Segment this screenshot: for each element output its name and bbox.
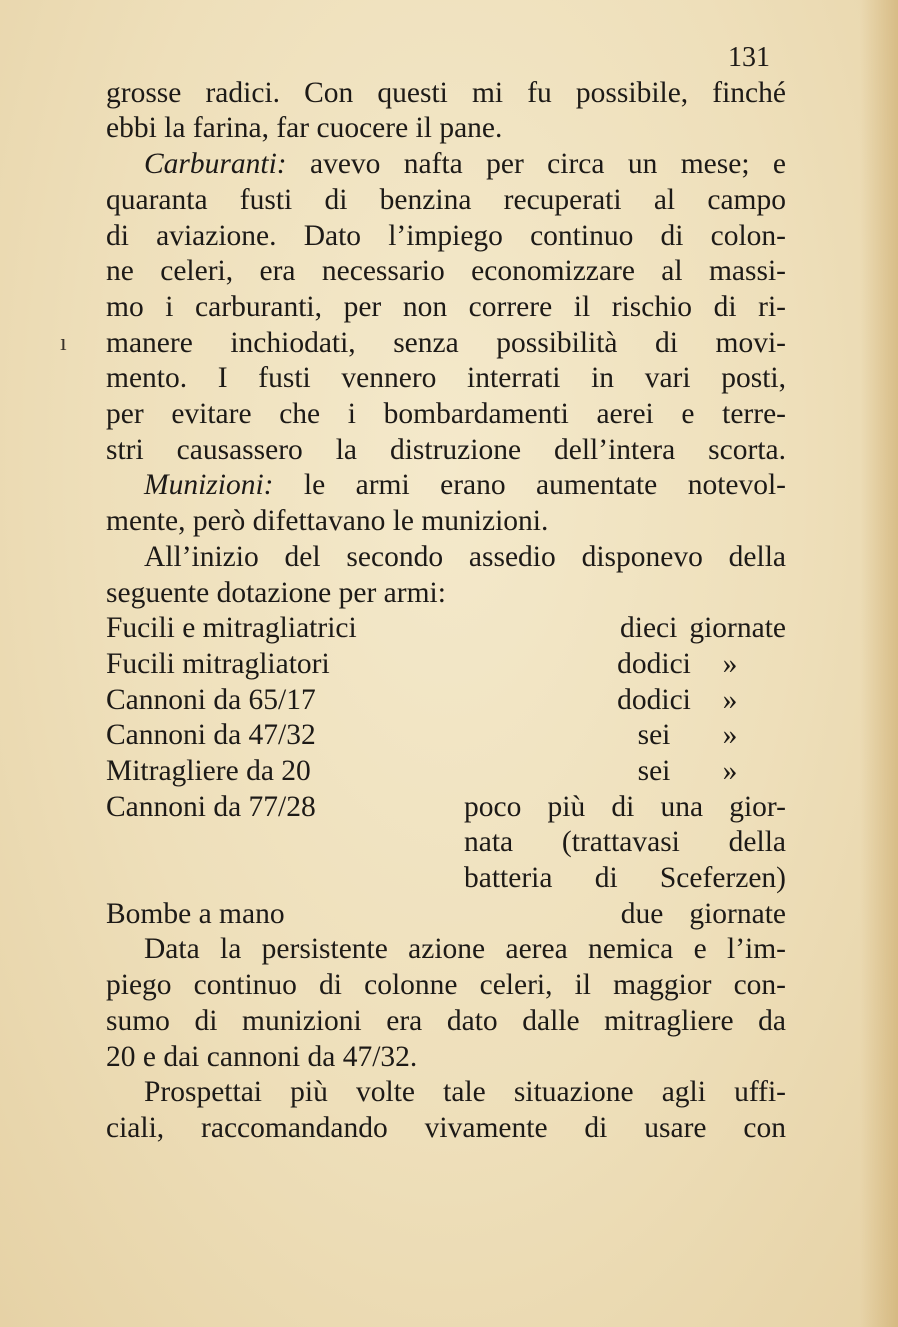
table-row <box>106 754 786 790</box>
table-row <box>106 647 786 683</box>
text-line: mento. I fusti vennero interrati in vari posti, <box>106 362 786 395</box>
weapon-cell: Fucili mitragliatori <box>106 647 330 680</box>
text-line: Prospettai più volte tale situazione agli uffi- <box>144 1076 786 1109</box>
page-body <box>106 40 786 1147</box>
text-line: sumo di munizioni era dato dalle mitragliere da <box>106 1004 786 1037</box>
amount-cell <box>464 790 786 897</box>
amount-value: dodici <box>617 683 691 716</box>
munizioni-paragraph <box>106 468 786 539</box>
amount-line: nata (trattavasi della <box>464 826 786 859</box>
amount-line: poco più di una gior- <box>464 790 786 823</box>
table-row <box>106 897 786 933</box>
amount-value: sei <box>637 754 671 787</box>
text-line: per evitare che i bombardamenti aerei e terre- <box>106 398 786 431</box>
text-line: piego continuo di colonne celeri, il maggior con- <box>106 969 786 1002</box>
armament-table <box>106 611 786 932</box>
amount-unit: giornate <box>689 897 786 930</box>
text-line: grosse radici. Con questi mi fu possibile, finché <box>106 76 786 109</box>
assedio-paragraph <box>106 540 786 611</box>
amount-cell <box>466 897 786 933</box>
consumo-paragraph <box>106 932 786 1075</box>
amount-value: dodici <box>617 647 691 680</box>
amount-unit: giornate <box>689 612 786 645</box>
amount-cell <box>466 683 786 719</box>
text-line: ciali, raccomandando vivamente di usare con <box>106 1111 786 1144</box>
weapon-cell: Cannoni da 65/17 <box>106 683 316 716</box>
table-row <box>106 790 786 897</box>
intro-paragraph <box>106 76 786 147</box>
ditto-mark: » <box>722 683 738 716</box>
weapon-cell: Bombe a mano <box>106 897 285 930</box>
text-line: mo i carburanti, per non correre il rischio di ri- <box>106 290 786 323</box>
ditto-mark: » <box>722 754 738 787</box>
text-line: stri causassero la distruzione dell’intera scorta. <box>106 433 786 466</box>
amount-cell <box>466 611 786 647</box>
amount-cell <box>466 718 786 754</box>
amount-value: dieci <box>620 612 678 645</box>
text-line: ebbi la farina, far cuocere il pane. <box>106 112 503 145</box>
table-row <box>106 683 786 719</box>
text-line <box>106 147 786 183</box>
amount-cell <box>466 647 786 683</box>
text-line: All’inizio del secondo assedio disponevo della <box>144 540 786 573</box>
text-line <box>106 468 786 504</box>
margin-mark: ı <box>60 330 67 356</box>
carburanti-heading: Carburanti: <box>144 148 287 181</box>
text-fragment: avevo nafta per circa un mese; e <box>309 148 786 181</box>
munizioni-heading: Munizioni: <box>144 469 274 502</box>
prospettai-paragraph <box>106 1075 786 1146</box>
weapon-cell: Cannoni da 77/28 <box>106 790 316 823</box>
text-line: seguente dotazione per armi: <box>106 576 446 609</box>
table-row <box>106 611 786 647</box>
text-line: manere inchiodati, senza possibilità di movi- <box>106 326 786 359</box>
text-line: 20 e dai cannoni da 47/32. <box>106 1040 418 1073</box>
carburanti-paragraph <box>106 147 786 468</box>
text-fragment: le armi erano aumentate notevol- <box>303 469 786 502</box>
table-row <box>106 718 786 754</box>
weapon-cell: Cannoni da 47/32 <box>106 719 316 752</box>
weapon-cell: Mitragliere da 20 <box>106 754 311 787</box>
page-number: 131 <box>728 42 770 73</box>
text-line: quaranta fusti di benzina recuperati al campo <box>106 183 786 216</box>
amount-value: due <box>620 897 664 930</box>
text-line: Data la persistente azione aerea nemica e l’im- <box>144 933 786 966</box>
ditto-mark: » <box>722 647 738 680</box>
text-line: di aviazione. Dato l’impiego continuo di colon- <box>106 219 786 252</box>
amount-line: batteria di Sceferzen) <box>464 862 786 895</box>
amount-value: sei <box>637 719 671 752</box>
page-edge-shadow <box>860 0 898 1327</box>
text-line: ne celeri, era necessario economizzare al massi- <box>106 255 786 288</box>
weapon-cell: Fucili e mitragliatrici <box>106 612 357 645</box>
ditto-mark: » <box>722 719 738 752</box>
amount-cell <box>466 754 786 790</box>
text-line: mente, però difettavano le munizioni. <box>106 505 549 538</box>
